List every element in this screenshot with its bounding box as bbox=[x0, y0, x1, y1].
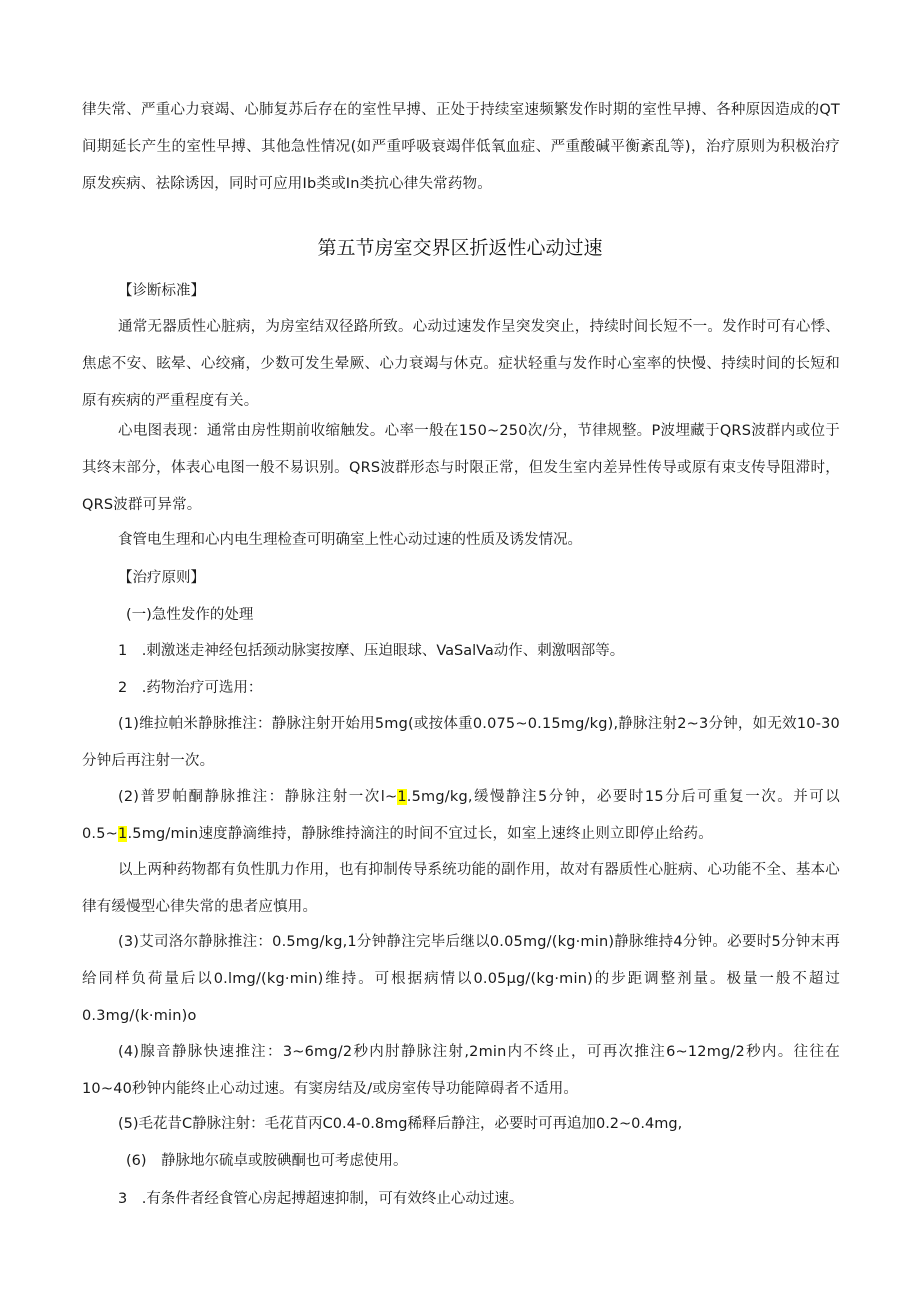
diagnosis-paragraph-1: 通常无器质性心脏病，为房室结双径路所致。心动过速发作呈突发突止，持续时间长短不一。发作时可有心悸、焦虑不安、眩晕、心绞痛，少数可发生晕厥、心力衰竭与休克。症状轻重与发作时心室率的快慢、持续时间的长短和原有疾病的严重程度有关。 bbox=[82, 319, 840, 409]
drug-other: (6) 静脉地尔硫卓或胺碘酮也可考虑使用。 bbox=[126, 1153, 408, 1169]
drug-propafenone-part-a: (2)普罗帕酮静脉推注：静脉注射一次l~ bbox=[118, 789, 398, 805]
treatment-item-3: 3 .有条件者经食管心房起搏超速抑制，可有效终止心动过速。 bbox=[118, 1191, 524, 1207]
treatment-heading: 【治疗原则】 bbox=[118, 570, 205, 586]
diagnosis-heading: 【诊断标准】 bbox=[118, 283, 205, 299]
drug-esmolol: (3)艾司洛尔静脉推注：0.5mg∕kg,1分钟静注完毕后继以0.05mg∕(kg·min)静脉维持4分钟。必要时5分钟末再给同样负荷量后以0.lmg∕(kg·min)维持。可根据病情以0.05μg∕(kg·min)的步距调整剂量。极量一般不超过0.3mg∕(k·min)o bbox=[82, 934, 840, 1024]
diagnosis-paragraph-2: 心电图表现：通常由房性期前收缩触发。心率一般在150~250次/分，节律规整。P波埋藏于QRS波群内或位于其终末部分，体表心电图一般不易识别。QRS波群形态与时限正常，但发生室内差异性传导或原有束支传导阻滞时，QRS波群可异常。 bbox=[82, 423, 840, 513]
drug-adenosine: (4)腺音静脉快速推注：3~6mg∕2秒内肘静脉注射,2min内不终止，可再次推注6~12mg∕2秒内。往往在10~40秒钟内能终止心动过速。有窦房结及/或房室传导功能障碍者不适用。 bbox=[82, 1044, 840, 1097]
drug-propafenone-part-b: .5mg∕kg,缓慢静注5分钟，必要时15分后可重复一次。并可以0.5~ bbox=[82, 789, 841, 842]
treatment-item-2: 2 .药物治疗可选用： bbox=[118, 680, 263, 696]
diagnosis-paragraph-3: 食管电生理和心内电生理检查可明确室上性心动过速的性质及诱发情况。 bbox=[118, 532, 582, 548]
highlight-mark: 1 bbox=[397, 789, 407, 805]
caution-note: 以上两种药物都有负性肌力作用，也有抑制传导系统功能的副作用，故对有器质性心脏病、心功能不全、基本心律有缓慢型心律失常的患者应慎用。 bbox=[82, 862, 840, 915]
highlight-mark: 1 bbox=[118, 826, 128, 842]
drug-verapamil: (1)维拉帕米静脉推注：静脉注射开始用5mg(或按体重0.075~0.15mg∕kg),静脉注射2~3分钟，如无效10-30分钟后再注射一次。 bbox=[82, 716, 840, 769]
section-title: 第五节房室交界区折返性心动过速 bbox=[317, 237, 603, 259]
drug-cedilanid: (5)毛花昔C静脉注射：毛花苜丙C0.4-0.8mg稀释后静注，必要时可再追加0.2~0.4mg, bbox=[118, 1116, 683, 1132]
drug-propafenone-part-c: .5mg∕min速度静滴维持，静脉维持滴注的时间不宜过长，如室上速终止则立即停止给药。 bbox=[127, 826, 713, 842]
acute-heading: (一)急性发作的处理 bbox=[126, 607, 254, 623]
treatment-item-1: 1 .刺激迷走神经包括颈动脉窦按摩、压迫眼球、VaSalVa动作、刺激咽部等。 bbox=[118, 643, 625, 659]
drug-propafenone bbox=[82, 779, 840, 853]
intro-paragraph: 律失常、严重心力衰竭、心肺复苏后存在的室性早搏、正处于持续室速频繁发作时期的室性早搏、各种原因造成的QT间期延长产生的室性早搏、其他急性情况(如严重呼吸衰竭伴低氧血症、严重酸碱平衡紊乱等)，治疗原则为积极治疗原发疾病、祛除诱因，同时可应用Ib类或In类抗心律失常药物。 bbox=[82, 102, 840, 192]
